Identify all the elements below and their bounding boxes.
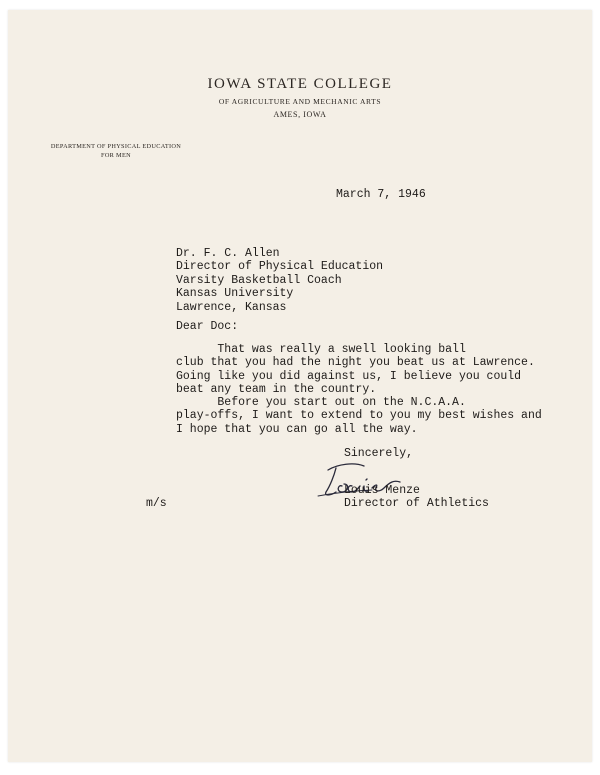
recipient-line: Kansas University [176, 287, 294, 301]
salutation: Dear Doc: [176, 320, 239, 333]
department-block [26, 142, 206, 160]
recipient-line: Lawrence, Kansas [176, 300, 287, 314]
letterhead-college: IOWA STATE COLLEGE [207, 76, 393, 92]
body-line: Before you start out on the N.C.A.A. [176, 396, 466, 409]
recipient-address [176, 247, 383, 314]
recipient-line: Varsity Basketball Coach [176, 273, 342, 287]
recipient-line: Dr. F. C. Allen [176, 247, 280, 260]
recipient-line: Director of Physical Education [176, 260, 384, 274]
body-line: Going like you did against us, I believe you could [176, 369, 522, 383]
reference-initials: m/s [146, 497, 167, 510]
signer-title: Director of Athletics [344, 497, 489, 510]
letterhead-subtitle: OF AGRICULTURE AND MECHANIC ARTS [218, 97, 382, 106]
letter-date: March 7, 1946 [336, 188, 426, 201]
department-line-1: DEPARTMENT OF PHYSICAL EDUCATION [50, 143, 182, 150]
body-line: club that you had the night you beat us at Lawrence. [176, 356, 535, 370]
body-line: That was really a swell looking ball [176, 343, 466, 356]
body-line: I hope that you can go all the way. [176, 422, 418, 436]
body-paragraph-1 [176, 343, 535, 397]
letterhead-city: AMES, IOWA [273, 110, 327, 119]
body-line: play-offs, I want to extend to you my best wishes and [176, 409, 542, 423]
department-line-2: FOR MEN [101, 152, 131, 159]
letter-page [8, 10, 592, 762]
body-paragraph-2 [176, 396, 542, 436]
signer-name: Louis Menze [344, 484, 420, 497]
body-line: beat any team in the country. [176, 383, 377, 397]
complimentary-close: Sincerely, [344, 447, 414, 460]
